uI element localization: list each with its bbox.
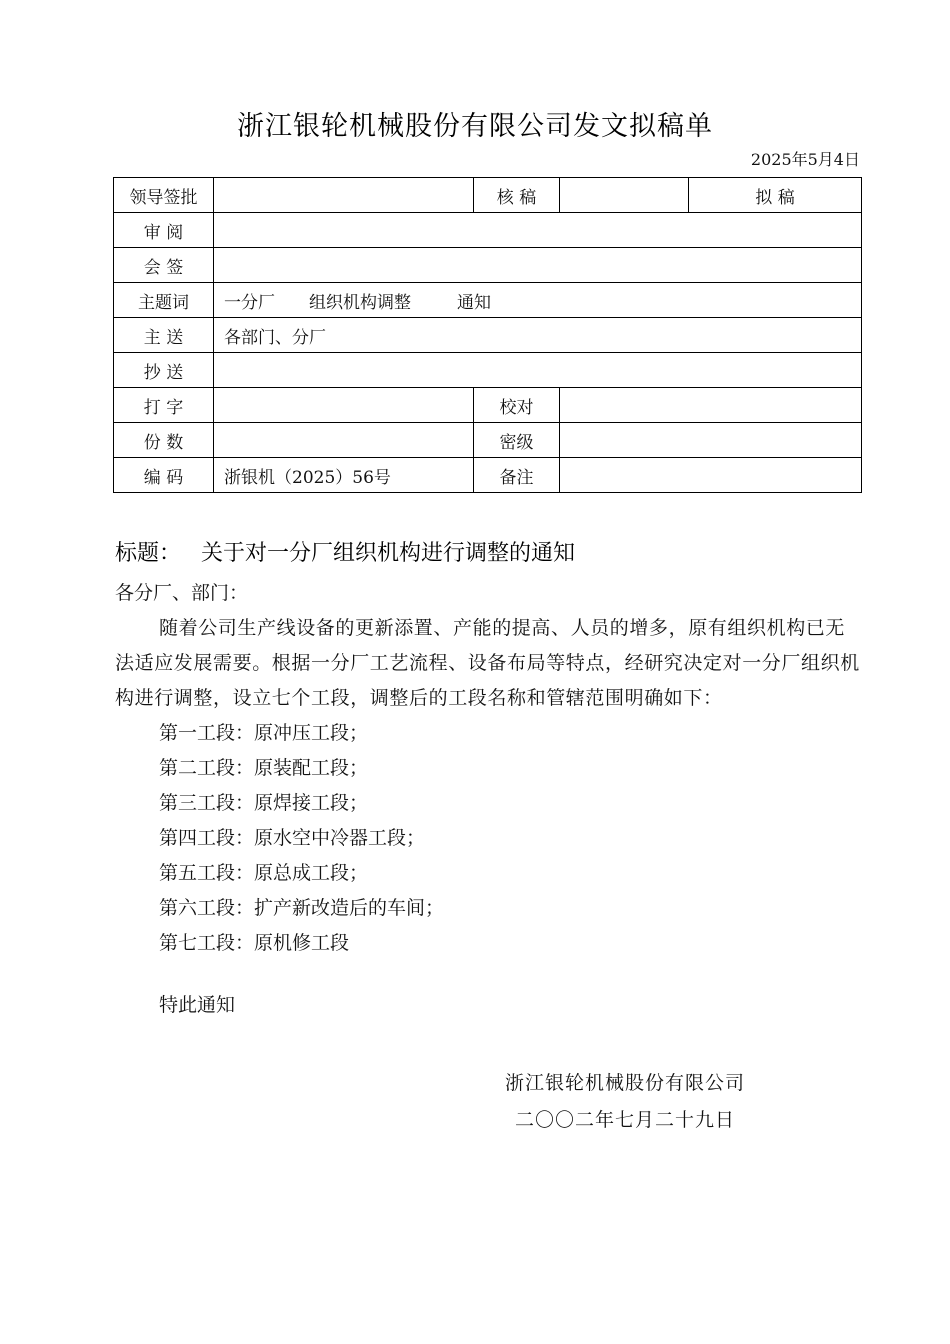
form-row-approval (114, 178, 862, 213)
document-title: 浙江银轮机械股份有限公司发文拟稿单 (237, 111, 713, 142)
draft-form-table (113, 177, 862, 493)
form-row-keywords (114, 283, 862, 318)
proof-label: 校对 (474, 388, 560, 423)
document-date: 2025年5月4日 (750, 150, 860, 169)
keywords-field[interactable] (214, 283, 862, 318)
section-item: 第四工段：原水空中冷器工段； (159, 827, 426, 849)
code-field[interactable]: 浙银机（2025）56号 (214, 458, 474, 493)
security-field[interactable] (560, 423, 862, 458)
review-label: 核 稿 (474, 178, 560, 213)
review-field[interactable] (560, 178, 689, 213)
form-row-code (114, 458, 862, 493)
cc-label: 抄 送 (114, 353, 214, 388)
form-row-cc (114, 353, 862, 388)
heading-label: 标题： (115, 541, 182, 566)
salutation: 各分厂、部门： (115, 582, 249, 604)
keyword-item: 通知 (457, 292, 491, 313)
leader-approval-field[interactable] (214, 178, 474, 213)
read-field[interactable] (214, 213, 862, 248)
section-item: 第三工段：原焊接工段； (159, 792, 369, 814)
form-row-typing (114, 388, 862, 423)
read-label: 审 阅 (114, 213, 214, 248)
form-row-send-to (114, 318, 862, 353)
form-row-read (114, 213, 862, 248)
remarks-label: 备注 (474, 458, 560, 493)
leader-approval-label: 领导签批 (114, 178, 214, 213)
keyword-item: 组织机构调整 (309, 292, 411, 313)
send-to-label: 主 送 (114, 318, 214, 353)
countersign-label: 会 签 (114, 248, 214, 283)
proof-field[interactable] (560, 388, 862, 423)
keywords-label: 主题词 (114, 283, 214, 318)
signature-date: 二〇〇二年七月二十九日 (515, 1109, 736, 1131)
cc-field[interactable] (214, 353, 862, 388)
security-label: 密级 (474, 423, 560, 458)
remarks-field[interactable] (560, 458, 862, 493)
typing-label: 打 字 (114, 388, 214, 423)
typing-field[interactable] (214, 388, 474, 423)
main-paragraph: 随着公司生产线设备的更新添置、产能的提高、人员的增多，原有组织机构已无法适应发展需要。根据一分厂工艺流程、设备布局等特点，经研究决定对一分厂组织机构进行调整，设立七个工段，调整后的工段名称和管辖范围明确如下： (115, 617, 860, 709)
section-item: 第二工段：原装配工段； (159, 757, 369, 779)
keyword-item: 一分厂 (224, 292, 275, 313)
send-to-field[interactable]: 各部门、分厂 (214, 318, 862, 353)
copies-field[interactable] (214, 423, 474, 458)
form-row-countersign (114, 248, 862, 283)
draft-label: 拟 稿 (689, 178, 862, 213)
heading-text: 关于对一分厂组织机构进行调整的通知 (201, 541, 576, 566)
notice-heading (115, 536, 575, 567)
form-row-copies (114, 423, 862, 458)
section-item: 第七工段：原机修工段 (159, 932, 350, 954)
signature-company: 浙江银轮机械股份有限公司 (505, 1072, 746, 1094)
code-label: 编 码 (114, 458, 214, 493)
section-item: 第五工段：原总成工段； (159, 862, 369, 884)
countersign-field[interactable] (214, 248, 862, 283)
closing-text: 特此通知 (159, 994, 236, 1016)
copies-label: 份 数 (114, 423, 214, 458)
notice-body (115, 576, 863, 1023)
section-item: 第六工段：扩产新改造后的车间； (159, 897, 445, 919)
section-item: 第一工段：原冲压工段； (159, 722, 369, 744)
